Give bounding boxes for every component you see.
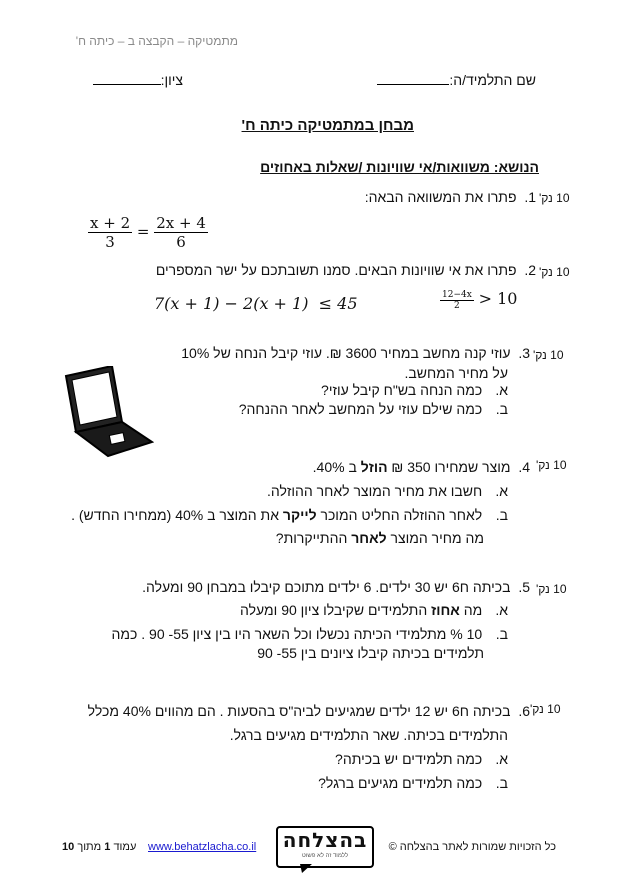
q4-cont-bold: לאחר bbox=[351, 530, 387, 546]
q4-sub-b-pre: לאחר ההוזלה החליט המוכר bbox=[316, 507, 483, 523]
laptop-illustration bbox=[62, 366, 154, 458]
q5-sub-a-letter: א. bbox=[495, 602, 508, 618]
website-link[interactable] bbox=[148, 841, 256, 853]
q3-points: 10 נק' bbox=[533, 348, 564, 362]
q5-sub-a-post: התלמידים שקיבלו ציון 90 ומעלה bbox=[240, 602, 432, 618]
q1-number: 1. bbox=[524, 189, 536, 205]
q4-line-a: מוצר שמחירו 350 ₪ bbox=[387, 459, 511, 475]
q6-sub-b-letter: ב. bbox=[495, 775, 508, 791]
q5-sub-a-bold: אחוז bbox=[431, 602, 460, 618]
q6-sub-b-text: כמה תלמידים מגיעים ברגל? bbox=[318, 775, 483, 791]
q4-line-bold: הוזל bbox=[360, 459, 388, 475]
q2-inequality-left: 7(x + 1) − 2(x + 1) ≤ 45 bbox=[154, 294, 358, 313]
q5-sub-b-letter: ב. bbox=[495, 626, 508, 642]
grade-label: ציון: bbox=[160, 72, 183, 88]
q3-sub-a-letter: א. bbox=[495, 382, 508, 398]
q3-sub-b bbox=[239, 401, 508, 417]
q4-line1 bbox=[313, 459, 530, 475]
q5-sub-a-pre: מה bbox=[459, 602, 483, 618]
q6-line1 bbox=[88, 703, 530, 719]
course-header: מתמטיקה – הקבצה ב – כיתה ח' bbox=[75, 34, 238, 48]
q1-left-numerator: x + 2 bbox=[90, 214, 131, 232]
q5-sub-a bbox=[240, 602, 508, 618]
page-indicator-current: 1 bbox=[104, 841, 111, 853]
q4-continuation bbox=[276, 530, 484, 546]
q1-text bbox=[365, 189, 536, 205]
q5-sub-b bbox=[112, 626, 508, 642]
q1-equation bbox=[88, 214, 208, 251]
q6-points: 10 נק' bbox=[530, 702, 561, 716]
q2-right-rest: > 10 bbox=[478, 289, 518, 308]
q6-number: 6. bbox=[518, 703, 530, 719]
q5-sub-b-line1: 10 % מתלמידי הכיתה נכשלו וכל השאר היו בין ציון 55- 90 . כמה bbox=[111, 626, 483, 642]
q2-numerator: 12−4x bbox=[442, 289, 472, 300]
q2-denominator: 2 bbox=[454, 300, 460, 311]
student-name-blank[interactable] bbox=[377, 72, 449, 85]
q1-left-fraction bbox=[88, 214, 132, 251]
q3-line1 bbox=[181, 345, 530, 361]
q4-line-b: ב 40%. bbox=[312, 459, 361, 475]
q2-inequality-right bbox=[440, 289, 517, 311]
q4-points: 10 נק' bbox=[536, 458, 567, 472]
q2-instruction: פתרו את אי שוויונות הבאים. סמנו תשובתכם על ישר המספרים bbox=[155, 262, 517, 278]
q1-left-denominator: 3 bbox=[105, 233, 115, 251]
q4-sub-b-letter: ב. bbox=[495, 507, 508, 523]
q1-equals: = bbox=[136, 222, 150, 241]
q2-number: 2. bbox=[524, 262, 536, 278]
page-indicator-total: 10 bbox=[62, 841, 75, 853]
logo-subtext: ללמוד זה לא פשוט bbox=[301, 853, 349, 859]
q5-points: 10 נק' bbox=[536, 582, 567, 596]
q1-instruction: פתרו את המשוואה הבאה: bbox=[364, 189, 517, 205]
page-indicator-mid: מתוך bbox=[77, 841, 102, 853]
q6-line1-text: בכיתה ח6 יש 12 ילדים שמגיעים לביה"ס בהסעות . הם מהווים 40% מכלל bbox=[87, 703, 511, 719]
q3-sub-a bbox=[321, 382, 508, 398]
q5-text: בכיתה ח6 יש 30 ילדים. 6 ילדים מתוכם קיבלו במבחן 90 ומעלה. bbox=[142, 579, 511, 595]
q4-number: 4. bbox=[518, 459, 530, 475]
q6-line2: התלמידים בכיתה. שאר התלמידים מגיעים ברגל. bbox=[229, 727, 508, 743]
q1-right-fraction bbox=[154, 214, 208, 251]
logo-text: בהצלחה bbox=[282, 828, 368, 852]
page-indicator bbox=[62, 841, 136, 853]
q6-sub-a bbox=[335, 751, 508, 767]
logo-speech-tail bbox=[300, 864, 314, 874]
page-title: מבחן במתמטיקה כיתה ח' bbox=[241, 117, 414, 134]
q4-sub-a bbox=[267, 483, 508, 499]
q4-cont-pre: מה מחיר המוצר bbox=[386, 530, 484, 546]
website-link-text[interactable]: www.behatzlacha.co.il bbox=[148, 841, 257, 853]
grade-blank[interactable] bbox=[93, 72, 161, 85]
student-name-field[interactable] bbox=[377, 72, 536, 88]
grade-field[interactable] bbox=[93, 72, 183, 88]
q5-sub-b-line2: תלמידים בכיתה קיבלו ציונים בין 55- 90 bbox=[257, 645, 484, 661]
q2-text bbox=[156, 262, 536, 278]
q5-line1 bbox=[142, 579, 530, 595]
q4-sub-a-text: חשבו את מחיר המוצר לאחר ההוזלה. bbox=[266, 483, 483, 499]
q1-right-denominator: 6 bbox=[176, 233, 186, 251]
q5-number: 5. bbox=[518, 579, 530, 595]
q6-sub-b bbox=[318, 775, 508, 791]
q3-sub-a-text: כמה הנחה בש"ח קיבל עוזי? bbox=[321, 382, 483, 398]
q4-sub-b-post: את המוצר ב 40% (ממחירו החדש) . bbox=[71, 507, 283, 523]
q6-sub-a-letter: א. bbox=[495, 751, 508, 767]
q4-sub-b-bold: לייקר bbox=[282, 507, 317, 523]
q3-number: 3. bbox=[518, 345, 530, 361]
copyright-notice: כל הזכויות שמורות לאתר בהצלחה © bbox=[388, 841, 556, 853]
q3-sub-b-text: כמה שילם עוזי על המחשב לאחר ההנחה? bbox=[238, 401, 483, 417]
page-indicator-pre: עמוד bbox=[113, 841, 137, 853]
q1-right-numerator: 2x + 4 bbox=[156, 214, 206, 232]
q2-points: 10 נק' bbox=[539, 265, 570, 279]
topic-heading: הנושא: משוואות/אי שוויונות /שאלות באחוזים bbox=[260, 159, 539, 175]
q4-cont-post: ההתייקרות? bbox=[275, 530, 352, 546]
site-logo[interactable] bbox=[276, 826, 374, 868]
q1-points: 10 נק' bbox=[539, 191, 570, 205]
q3-line1-text: עוזי קנה מחשב במחיר 3600 ₪. עוזי קיבל הנחה של 10% bbox=[181, 345, 511, 361]
q3-line2: על מחיר המחשב. bbox=[404, 365, 508, 381]
q6-sub-a-text: כמה תלמידים יש בכיתה? bbox=[335, 751, 483, 767]
student-name-label: שם התלמיד/ה: bbox=[449, 72, 536, 88]
q4-sub-a-letter: א. bbox=[495, 483, 508, 499]
q3-sub-b-letter: ב. bbox=[495, 401, 508, 417]
q4-sub-b bbox=[71, 507, 508, 523]
q2-fraction bbox=[440, 290, 474, 311]
